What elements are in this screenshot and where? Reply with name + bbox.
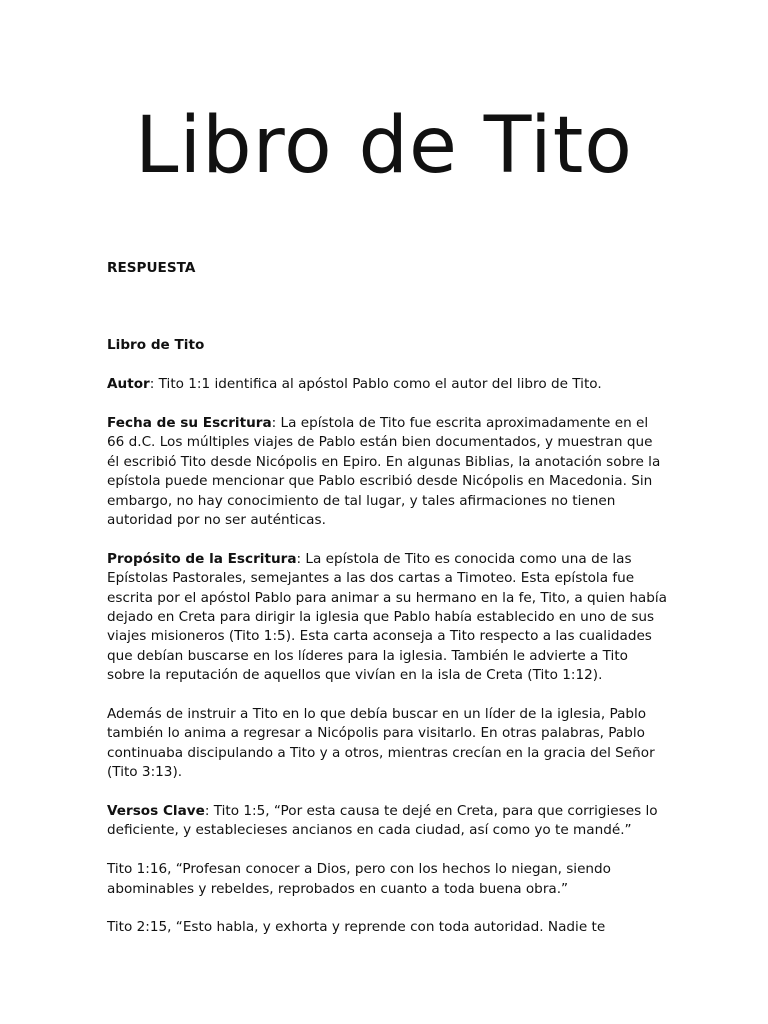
verse-1-16-paragraph: Tito 1:16, “Profesan conocer a Dios, pero con los hechos lo niegan, siendo abominables y rebeldes, reprobados en cuanto a toda buena obra.” [107,861,611,897]
purpose-label: Propósito de la Escritura [107,550,297,567]
extra-paragraph: Además de instruir a Tito en lo que debía buscar en un líder de la iglesia, Pablo también lo anima a regresar a Nicópolis para visitarlo. En otras palabras, Pablo continuaba discipulando a Tito y a otros, mientras crecían en la gracia del Señor (Tito 3:13). [107,706,655,781]
author-label: Autor [107,376,150,393]
date-paragraph [107,414,667,530]
author-text: : Tito 1:1 identifica al apóstol Pablo como el autor del libro de Tito. [149,376,602,393]
date-label: Fecha de su Escritura [107,415,272,431]
purpose-paragraph [107,550,667,686]
author-paragraph [107,375,667,394]
key-verses-paragraph [107,802,667,841]
date-text: : La epístola de Tito fue escrita aproximadamente en el 66 d.C. Los múltiples viajes de Pablo están bien documentados, y muestran que él escribió Tito desde Nicópolis en Epiro. En algunas Biblias, la anotación sobre la epístola puede mencionar que Pablo escribió desde Nicópolis en Macedonia. Sin embargo, no hay conocimiento de tal lugar, y tales afirmaciones no tienen autoridad por no ser auténticas. [107,415,661,529]
document-title: Libro de Tito [134,101,634,191]
purpose-text: : La epístola de Tito es conocida como una de las Epístolas Pastorales, semejantes a las dos cartas a Timoteo. Esta epístola fue escrita por el apóstol Pablo para animar a su hermano en la fe, Tito, a quien había dejado en Creta para dirigir la iglesia que Pablo había establecido en uno de sus viajes misioneros (Tito 1:5). Esta carta aconseja a Tito respecto a las cualidades que debían buscarse en los líderes para la iglesia. También le advierte a Tito sobre la reputación de aquellos que vivían en la isla de Creta (Tito 1:12). [107,550,667,684]
key-verses-text: : Tito 1:5, “Por esta causa te dejé en Creta, para que corrigieses lo deficiente, y establecieses ancianos en cada ciudad, así como yo te mandé.” [107,803,658,839]
answer-label: RESPUESTA [107,260,196,276]
document-body [107,259,667,957]
verse-2-15-paragraph: Tito 2:15, “Esto habla, y exhorta y reprende con toda autoridad. Nadie te [107,919,606,936]
key-verses-label: Versos Clave [107,803,205,820]
document-subtitle: Libro de Tito [107,337,205,354]
